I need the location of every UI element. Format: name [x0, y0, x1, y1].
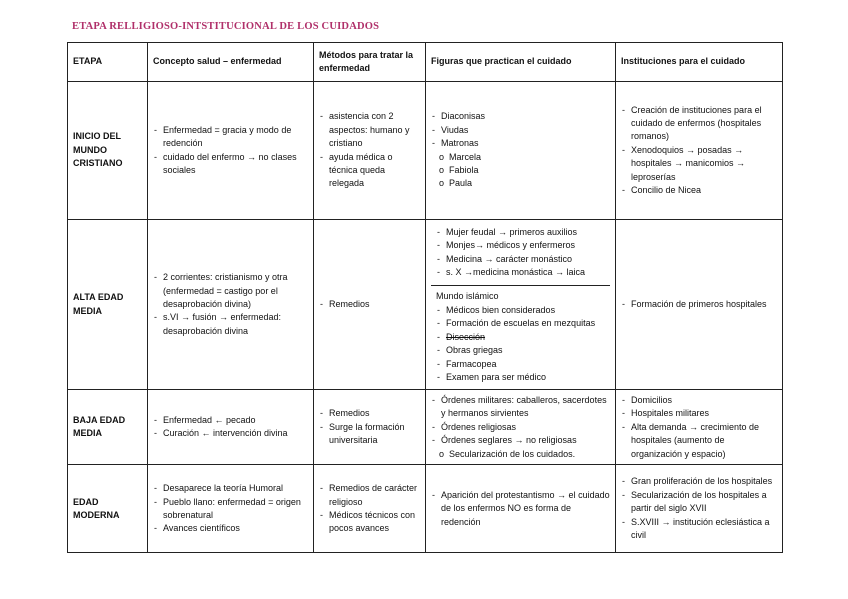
concept-cell: [148, 390, 314, 465]
list-item: - Obras griegas: [436, 344, 605, 357]
list-item: - Formación de escuelas en mezquitas: [436, 317, 605, 330]
list-item: - ayuda médica o técnica queda relegada: [319, 151, 420, 191]
figures-subcell-islam: [431, 286, 610, 388]
list-item: - Médicos técnicos con pocos avances: [319, 509, 420, 536]
concept-cell: [148, 465, 314, 553]
header-metodos: Métodos para tratar la enfermedad: [314, 43, 426, 82]
institutions-cell: [616, 82, 783, 220]
list-item: - Aparición del protestantismo → el cuidado de los enfermos NO es forma de redención: [431, 489, 610, 529]
list-item: - Xenodoquios → posadas → hospitales → manicomios → leproserías: [621, 144, 777, 184]
list-item: - Remedios: [319, 298, 420, 311]
list-item: - Matronas: [431, 137, 610, 150]
concept-cell: [148, 220, 314, 390]
list-item: o Paula: [431, 177, 610, 190]
subsection-heading: Mundo islámico: [436, 290, 499, 301]
table-row: [68, 465, 783, 553]
methods-cell: [314, 465, 426, 553]
list-item: - Secularización de los hospitales a partir del siglo XVII: [621, 489, 777, 516]
header-figuras: Figuras que practican el cuidado: [426, 43, 616, 82]
list-item: - Domicilios: [621, 394, 777, 407]
header-instituciones: Instituciones para el cuidado: [616, 43, 783, 82]
list-item: - Pueblo llano: enfermedad = origen sobrenatural: [153, 496, 308, 523]
figures-subcell-europe: [431, 222, 610, 286]
stage-cell: ALTA EDAD MEDIA: [68, 220, 148, 390]
list-item: - Órdenes seglares → no religiosas: [431, 434, 610, 447]
table-row: [68, 220, 783, 390]
figures-cell: [426, 82, 616, 220]
stages-table: [67, 42, 783, 553]
methods-cell: [314, 220, 426, 390]
list-item: - Monjes→ médicos y enfermeros: [436, 239, 605, 252]
figures-cell: [426, 390, 616, 465]
list-item: - Surge la formación universitaria: [319, 421, 420, 448]
list-item: - Enfermedad ← pecado: [153, 414, 308, 427]
institutions-cell: [616, 220, 783, 390]
table-row: [68, 82, 783, 220]
list-item: - Órdenes religiosas: [431, 421, 610, 434]
list-item: - Alta demanda → crecimiento de hospitales (aumento de organización y espacio): [621, 421, 777, 461]
methods-cell: [314, 390, 426, 465]
list-item: - Médicos bien considerados: [436, 304, 605, 317]
list-item: - asistencia con 2 aspectos: humano y cristiano: [319, 110, 420, 150]
list-item: o Marcela: [431, 151, 610, 164]
methods-cell: [314, 82, 426, 220]
list-item-struck: - Disección: [436, 331, 605, 344]
list-item: o Secularización de los cuidados.: [431, 448, 610, 461]
list-item: - Hospitales militares: [621, 407, 777, 420]
list-item: - Remedios de carácter religioso: [319, 482, 420, 509]
list-item: - Avances científicos: [153, 522, 308, 535]
header-etapa: ETAPA: [68, 43, 148, 82]
list-item: - cuidado del enfermo → no clases sociales: [153, 151, 308, 178]
header-row: [68, 43, 783, 82]
list-item: - Desaparece la teoría Humoral: [153, 482, 308, 495]
list-item: - Viudas: [431, 124, 610, 137]
list-item: - Farmacopea: [436, 358, 605, 371]
list-item: - Diaconisas: [431, 110, 610, 123]
list-item: - Examen para ser médico: [436, 371, 605, 384]
list-item: - Remedios: [319, 407, 420, 420]
figures-cell: [426, 465, 616, 553]
stage-cell: EDAD MODERNA: [68, 465, 148, 553]
page-title: ETAPA RELLIGIOSO-INTSTITUCIONAL DE LOS CUIDADOS: [72, 21, 380, 32]
institutions-cell: [616, 390, 783, 465]
stage-cell: BAJA EDAD MEDIA: [68, 390, 148, 465]
list-item: - s. X →medicina monástica → laica: [436, 266, 605, 279]
list-item: - Gran proliferación de los hospitales: [621, 475, 777, 488]
table-row: [68, 390, 783, 465]
list-item: o Fabiola: [431, 164, 610, 177]
concept-cell: [148, 82, 314, 220]
stage-cell: INICIO DEL MUNDO CRISTIANO: [68, 82, 148, 220]
institutions-cell: [616, 465, 783, 553]
list-item: - Curación ← intervención divina: [153, 427, 308, 440]
figures-cell: [426, 220, 616, 390]
list-item: - s.VI → fusión → enfermedad: desaprobación divina: [153, 311, 308, 338]
list-item: - Creación de instituciones para el cuidado de enfermos (hospitales romanos): [621, 104, 777, 144]
list-item: - 2 corrientes: cristianismo y otra (enfermedad = castigo por el desaprobación divina): [153, 271, 308, 311]
list-item: - Formación de primeros hospitales: [621, 298, 777, 311]
list-item: - Medicina → carácter monástico: [436, 253, 605, 266]
header-concepto: Concepto salud – enfermedad: [148, 43, 314, 82]
list-item: - Órdenes militares: caballeros, sacerdotes y hermanos sirvientes: [431, 394, 610, 421]
list-item: - Concilio de Nicea: [621, 184, 777, 197]
list-item: - S.XVIII → institución eclesiástica a civil: [621, 516, 777, 543]
list-item: - Enfermedad = gracia y modo de redención: [153, 124, 308, 151]
list-item: - Mujer feudal → primeros auxilios: [436, 226, 605, 239]
